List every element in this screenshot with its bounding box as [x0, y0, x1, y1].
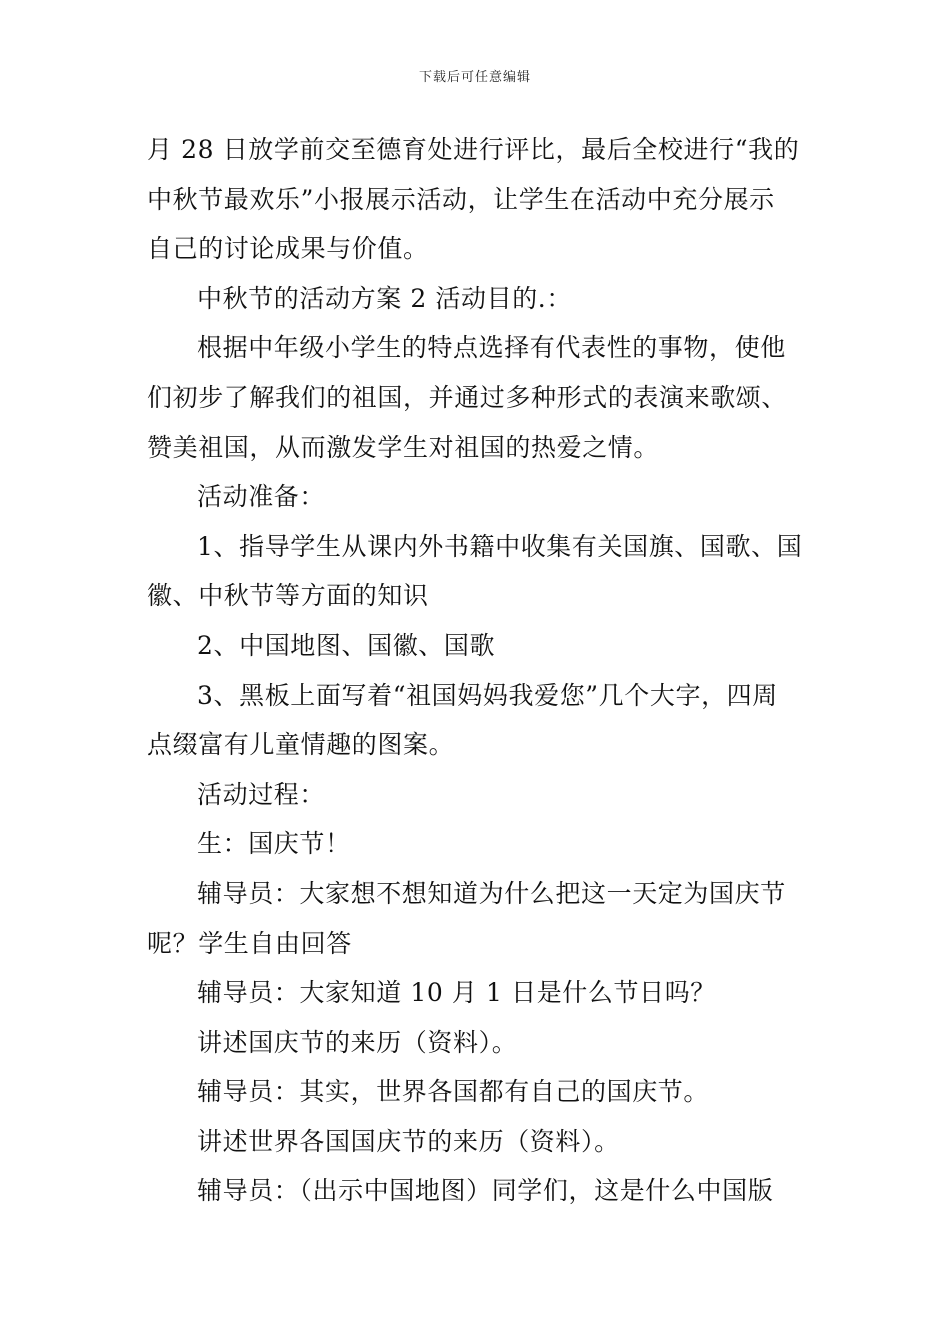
- text-line: 呢？学生自由回答: [147, 928, 352, 958]
- document-body: [147, 125, 807, 1216]
- text-line: 月 28 日放学前交至德育处进行评比，最后全校进行“我的: [147, 135, 800, 164]
- text-line: 们初步了解我们的祖国，并通过多种形式的表演来歌颂、: [147, 382, 788, 412]
- page-header: 下载后可任意编辑: [418, 70, 531, 85]
- text-line: 根据中年级小学生的特点选择有代表性的事物，使他: [197, 333, 786, 363]
- text-line: 讲述世界各国国庆节的来历（资料）。: [197, 1126, 620, 1156]
- list-item: 2、中国地图、国徽、国歌: [197, 630, 496, 660]
- dialogue-line: 生：国庆节！: [197, 829, 351, 859]
- text-line: 自己的讨论成果与价值。: [147, 234, 429, 264]
- list-item: 1、指导学生从课内外书籍中收集有关国旗、国歌、国: [197, 531, 803, 561]
- text-line: 中秋节最欢乐”小报展示活动，让学生在活动中充分展示: [147, 184, 775, 214]
- dialogue-line: 辅导员：（出示中国地图）同学们，这是什么中国版: [197, 1176, 774, 1206]
- text-line: 讲述国庆节的来历（资料）。: [197, 1027, 518, 1057]
- section-heading: 中秋节的活动方案 2 活动目的.：: [197, 283, 572, 313]
- section-heading: 活动准备：: [197, 482, 326, 512]
- text-line: 点缀富有儿童情趣的图案。: [147, 730, 455, 760]
- list-item: 3、黑板上面写着“祖国妈妈我爱您”几个大字，四周: [197, 680, 778, 710]
- dialogue-line: 辅导员：大家知道 10 月 1 日是什么节日吗？: [197, 978, 716, 1008]
- section-heading: 活动过程：: [197, 779, 326, 809]
- text-line: 赞美祖国，从而激发学生对祖国的热爱之情。: [147, 432, 660, 462]
- dialogue-line: 辅导员：大家想不想知道为什么把这一天定为国庆节: [197, 878, 786, 908]
- dialogue-line: 辅导员：其实，世界各国都有自己的国庆节。: [197, 1077, 710, 1107]
- text-line: 徽、中秋节等方面的知识: [147, 581, 429, 611]
